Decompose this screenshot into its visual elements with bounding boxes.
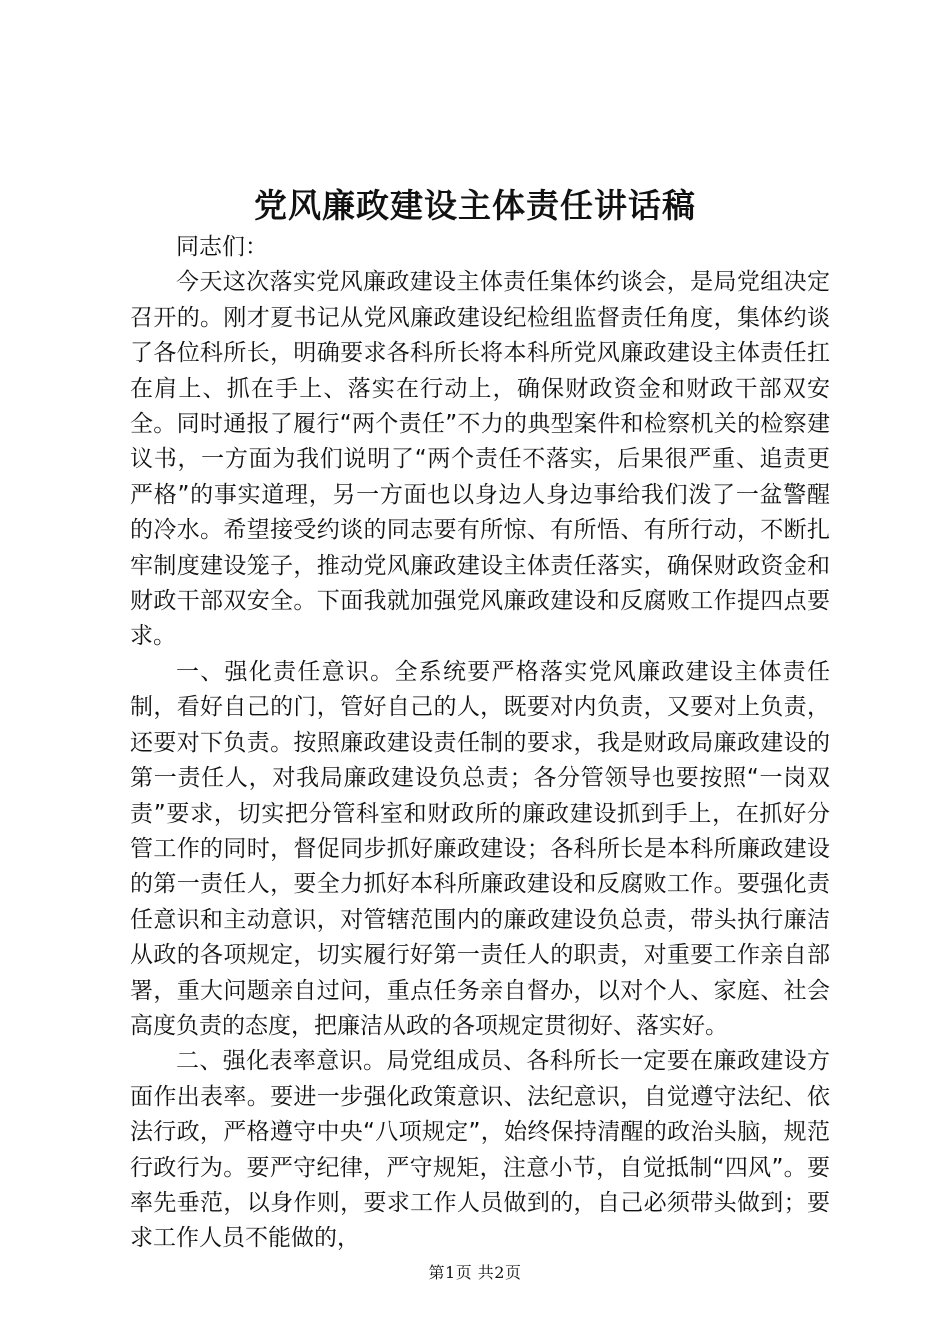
- page-number-footer: 第1页 共2页: [428, 1263, 522, 1282]
- paragraph-example: 二、强化表率意识。局党组成员、各科所长一定要在廉政建设方面作出表率。要进一步强化政策意识、法纪意识，自觉遵守法纪、依法行政，严格遵守中央“八项规定”，始终保持清醒的政治头脑，规范行政行为。要严守纪律，严守规矩，注意小节，自觉抵制“四风”。要率先垂范，以身作则，要求工作人员做到的，自己必须带头做到；要求工作人员不能做的，: [130, 1048, 830, 1252]
- document-title: 党风廉政建设主体责任讲话稿: [254, 186, 696, 225]
- paragraph-intro: 今天这次落实党风廉政建设主体责任集体约谈会，是局党组决定召开的。刚才夏书记从党风廉政建设纪检组监督责任角度，集体约谈了各位科所长，明确要求各科所长将本科所党风廉政建设主体责任扛在肩上、抓在手上、落实在行动上，确保财政资金和财政干部双安全。同时通报了履行“两个责任”不力的典型案件和检察机关的检察建议书，一方面为我们说明了“两个责任不落实，后果很严重、追责更严格”的事实道理，另一方面也以身边人身边事给我们泼了一盆警醒的冷水。希望接受约谈的同志要有所惊、有所悟、有所行动，不断扎牢制度建设笼子，推动党风廉政建设主体责任落实，确保财政资金和财政干部双安全。下面我就加强党风廉政建设和反腐败工作提四点要求。: [130, 269, 830, 650]
- salutation: 同志们：: [176, 234, 268, 260]
- document-body: [130, 230, 830, 1257]
- paragraph-responsibility: 一、强化责任意识。全系统要严格落实党风廉政建设主体责任制，看好自己的门，管好自己的人，既要对内负责，又要对上负责，还要对下负责。按照廉政建设责任制的要求，我是财政局廉政建设的第一责任人，对我局廉政建设负总责；各分管领导也要按照“一岗双责”要求，切实把分管科室和财政所的廉政建设抓到手上，在抓好分管工作的同时，督促同步抓好廉政建设；各科所长是本科所廉政建设的第一责任人，要全力抓好本科所廉政建设和反腐败工作。要强化责任意识和主动意识，对管辖范围内的廉政建设负总责，带头执行廉洁从政的各项规定，切实履行好第一责任人的职责，对重要工作亲自部署，重大问题亲自过问，重点任务亲自督办，以对个人、家庭、社会高度负责的态度，把廉洁从政的各项规定贯彻好、落实好。: [130, 658, 830, 1039]
